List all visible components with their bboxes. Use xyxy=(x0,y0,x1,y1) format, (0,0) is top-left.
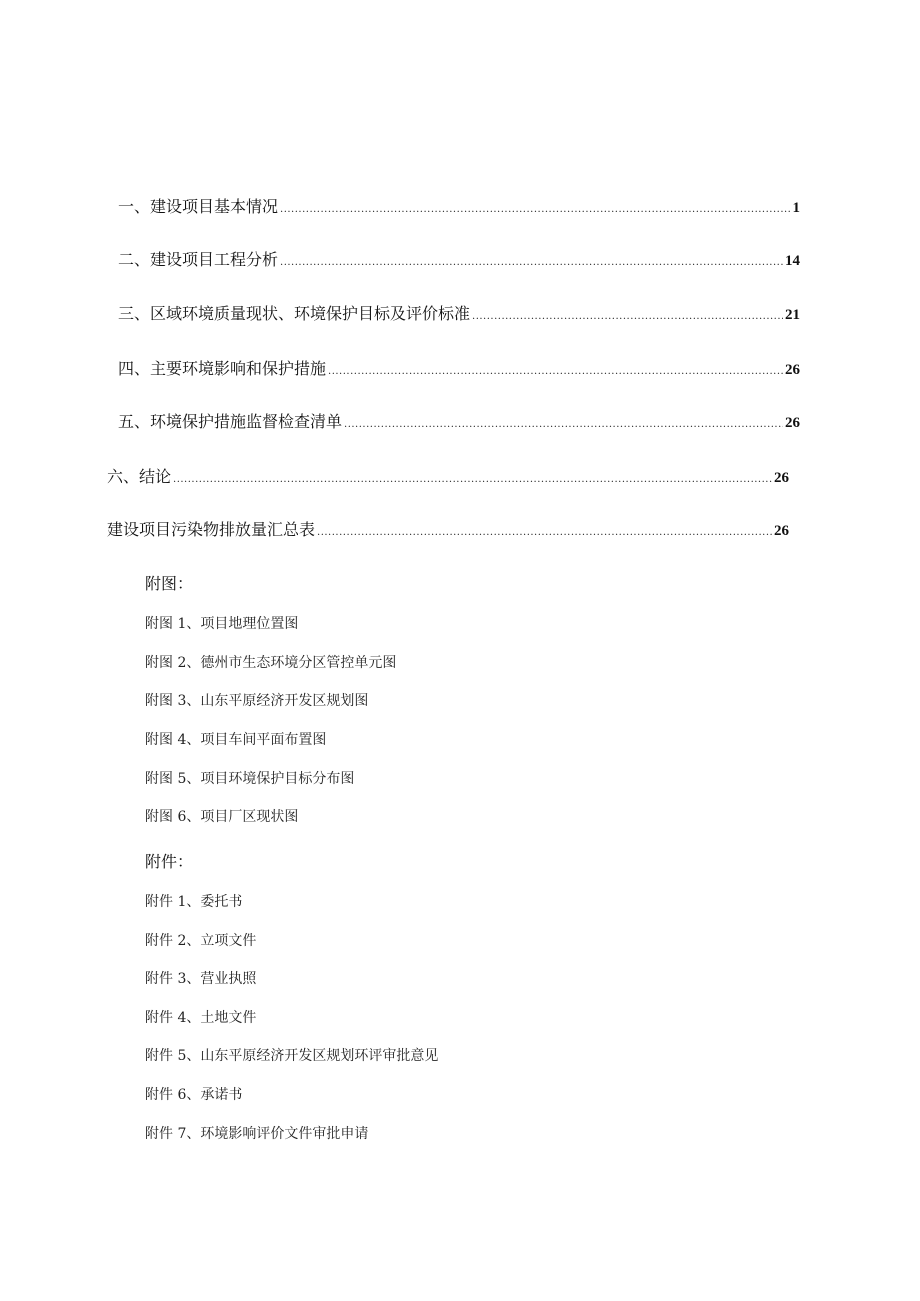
attachment-item: 附件 4、土地文件 xyxy=(145,1010,257,1026)
figure-item: 附图 4、项目车间平面布置图 xyxy=(145,732,327,748)
toc-entry-3 xyxy=(118,301,800,323)
toc-leader-dots xyxy=(344,419,783,430)
toc-entry-2 xyxy=(118,247,800,269)
attachment-item: 附件 7、环境影响评价文件审批申请 xyxy=(145,1126,369,1142)
attachment-item: 附件 5、山东平原经济开发区规划环评审批意见 xyxy=(145,1048,439,1064)
toc-entry-title: 一、建设项目基本情况 xyxy=(118,197,279,216)
toc-entry-4 xyxy=(118,356,800,378)
attachment-item: 附件 3、营业执照 xyxy=(145,971,257,987)
figures-heading: 附图： xyxy=(145,574,194,593)
attachment-item: 附件 1、委托书 xyxy=(145,894,243,910)
figure-item: 附图 6、项目厂区现状图 xyxy=(145,809,299,825)
attachment-item: 附件 2、立项文件 xyxy=(145,933,257,949)
attachments-heading: 附件： xyxy=(145,852,194,871)
toc-entry-5 xyxy=(118,409,800,431)
toc-entry-title: 六、结论 xyxy=(107,467,172,486)
toc-entry-page: 21 xyxy=(785,307,800,323)
toc-entry-page: 26 xyxy=(785,415,800,431)
toc-entry-page: 26 xyxy=(785,362,800,378)
toc-entry-title: 三、区域环境质量现状、环境保护目标及评价标准 xyxy=(118,304,471,323)
figure-item: 附图 1、项目地理位置图 xyxy=(145,616,299,632)
toc-entry-7 xyxy=(107,517,789,539)
toc-leader-dots xyxy=(472,311,783,322)
toc-entry-1 xyxy=(118,194,800,216)
toc-entry-page: 26 xyxy=(774,470,789,486)
figure-item: 附图 3、山东平原经济开发区规划图 xyxy=(145,693,369,709)
toc-entry-title: 建设项目污染物排放量汇总表 xyxy=(107,520,316,539)
toc-leader-dots xyxy=(328,366,783,377)
toc-entry-title: 二、建设项目工程分析 xyxy=(118,250,279,269)
toc-leader-dots xyxy=(280,257,783,268)
toc-entry-page: 1 xyxy=(792,200,800,216)
toc-entry-page: 14 xyxy=(785,253,800,269)
figure-item: 附图 2、德州市生态环境分区管控单元图 xyxy=(145,655,397,671)
toc-leader-dots xyxy=(280,204,790,215)
figure-item: 附图 5、项目环境保护目标分布图 xyxy=(145,771,355,787)
toc-entry-title: 五、环境保护措施监督检查清单 xyxy=(118,412,343,431)
toc-entry-6 xyxy=(107,464,789,486)
attachment-item: 附件 6、承诺书 xyxy=(145,1087,243,1103)
toc-entry-title: 四、主要环境影响和保护措施 xyxy=(118,359,327,378)
toc-leader-dots xyxy=(317,527,772,538)
toc-leader-dots xyxy=(173,474,772,485)
toc-entry-page: 26 xyxy=(774,523,789,539)
